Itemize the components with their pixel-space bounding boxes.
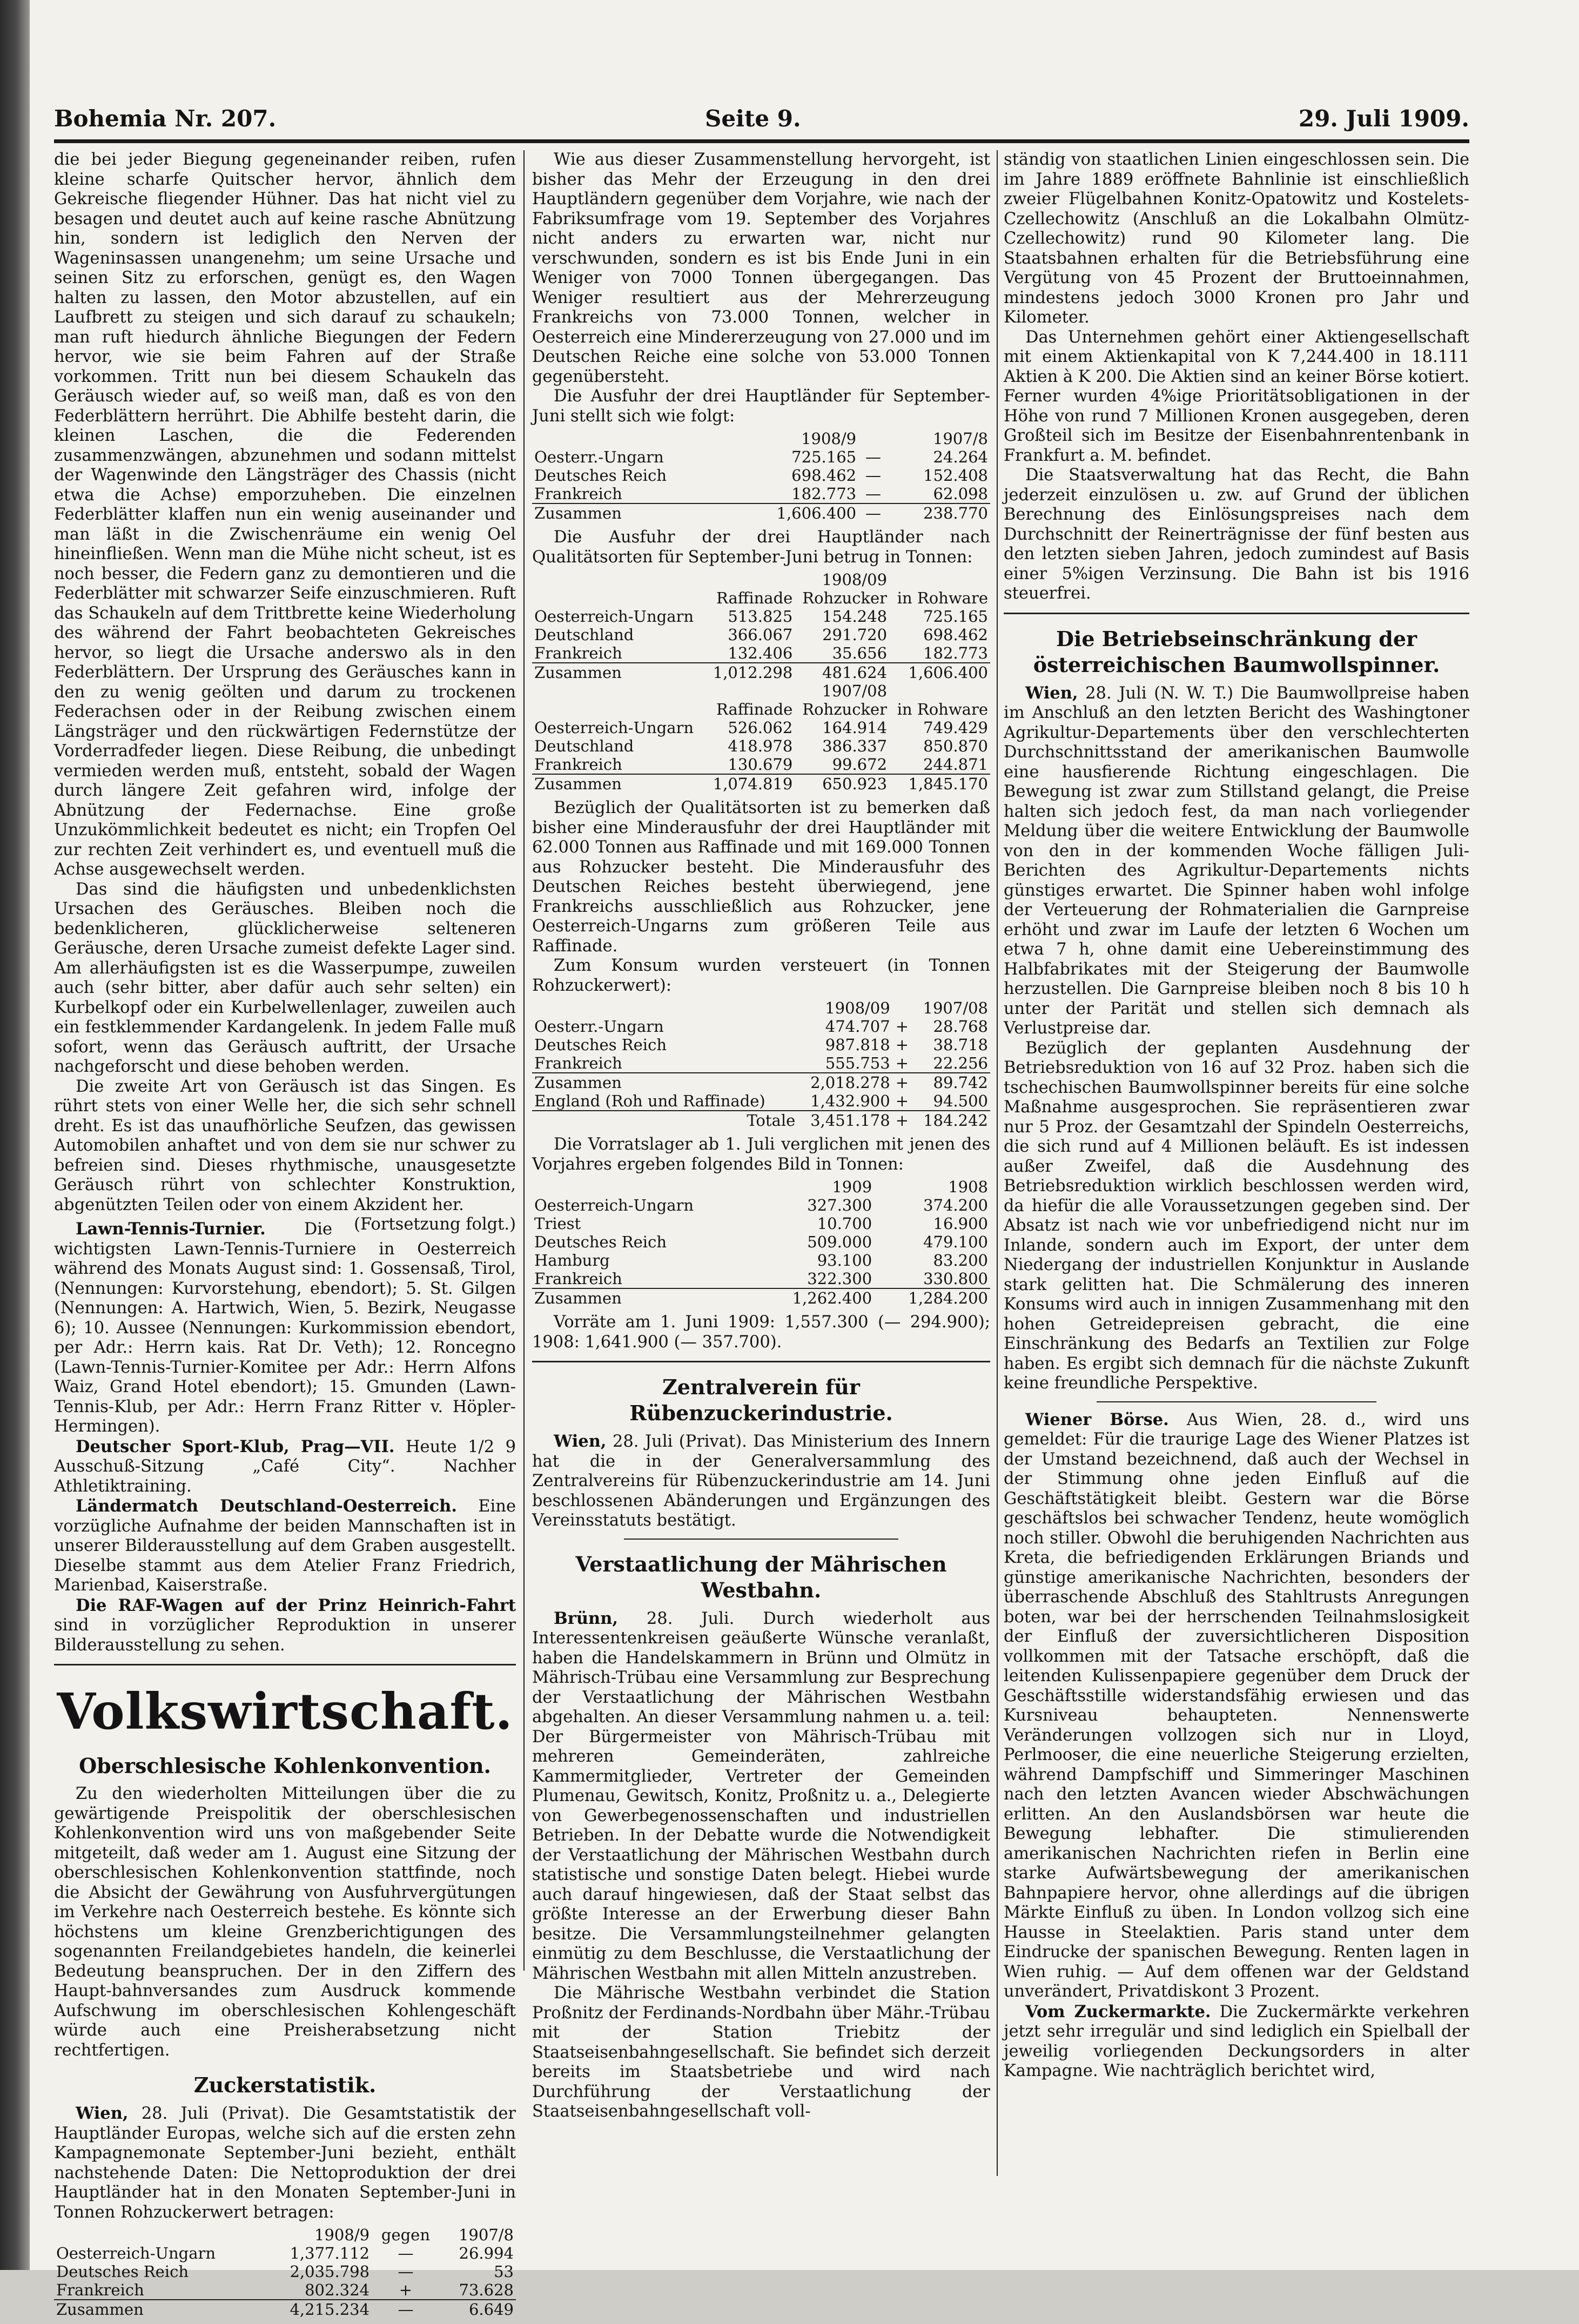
header-masthead: Bohemia Nr. 207.	[54, 105, 277, 132]
table-row-total: Totale 3,451.178 + 184.242	[532, 1111, 990, 1130]
paragraph: Das Unternehmen gehört einer Aktiengesellschaft mit einem Aktienkapital von K 7,244.400 in 18.111 Aktien à K 200. Die Aktien sind an keiner Börse kotiert. Ferner wurden 4%ige Prioritätsobligationen in der Höhe von rund 7 Millionen Kronen ausgegeben, deren Großteil sich im Besitze der Eisenbahnrentenbank in Frankfurt a. M. befindet.	[1004, 327, 1469, 465]
table-row: Deutsches Reich 698.462 — 152.408	[534, 466, 988, 485]
table-row: Hamburg 93.100 83.200	[534, 1251, 988, 1270]
table-row: Frankreich 182.773 — 62.098	[534, 485, 988, 503]
table-netto-produktion: 1908/9 gegen 1907/8 Oesterreich-Ungarn 1,377.112 — 26.994 Deutsches Reich 2,035.798 — 53 Frankreich 802.324 + 73.628 Zusammen 4,215.234 — 6.649	[54, 2226, 516, 2319]
paragraph: Die Vorratslager ab 1. Juli verglichen mit jenen des Vorjahres ergeben folgendes Bild in Tonnen:	[532, 1135, 990, 1174]
table-row-total: Zusammen 1,262.400 1,284.200	[532, 1288, 990, 1307]
paragraph: Bezüglich der geplanten Ausdehnung der Betriebsreduktion von 16 auf 32 Proz. haben sich die tschechischen Baumwollspinner bereits für eine solche Maßnahme ausgesprochen. Sie repräsentieren zwar nur 5 Proz. der Gesamtzahl der Spindeln Oesterreichs, die sich rund auf 4 Millionen beläuft. Es ist indessen außer Zweifel, daß die Ausdehnung des Betriebsreduktion wirklich beschlossen werden wird, da hiefür die alle Voraussetzungen gegeben sind. Der Absatz ist nach wie vor unbefriedigend nicht nur im Inlande, sondern auch im Export, der unter dem Niedergang der industriellen Konjunktur in Auslande stark gelitten hat. Die Schmälerung des inneren Konsums wird auch in innigen Zusammenhang mit den hohen Getreidepreisen gebracht, die eine Einschränkung des Bedarfs an Textilien zur Folge haben. Es ergibt sich demnach für die nächste Zukunft keine freundliche Perspektive.	[1004, 1038, 1469, 1393]
table-row: Frankreich 130.679 99.672 244.871	[534, 755, 988, 774]
table-row: Frankreich 555.753 + 22.256	[534, 1054, 988, 1072]
article-title-zucker: Zuckerstatistik.	[193, 2073, 377, 2097]
paragraph-zuckermarkt: Vom Zuckermarkte. Die Zuckermärkte verkehren jetzt sehr irregulär und sind lediglich ein Spielball der jeweilig vorliegenden Deckungsorders in alter Kampagne. Wie nachträglich berichtet wird,	[1004, 2001, 1469, 2080]
paragraph: Die Ausfuhr der drei Hauptländer für September-Juni stellt sich wie folgt:	[532, 387, 990, 426]
separator	[624, 1539, 899, 1540]
paragraph: Zu den wiederholten Mitteilungen über die zu gewärtigende Preispolitik der oberschlesischen Kohlenkonvention wird uns von maßgebender Seite mitgeteilt, daß weder am 1. August eine Sitzung der oberschlesischen Kohlenkonvention stattfinde, noch die Absicht der Gewährung von Ausfuhrvergütungen im Verkehre nach Oesterreich bestehe. Es könnte sich höchstens um kleine Grenzberichtigungen des sogenannten Freilandgebietes handeln, die keinerlei Bedeutung beanspruchen. Der in den Ziffern des Haupt-bahnversandes zum Ausdruck kommende Aufschwung im oberschlesischen Kohlengeschäft würde auch eine Preisherabsetzung nicht rechtfertigen.	[54, 1784, 516, 2060]
article-title-zentralverein: Zentralverein für Rübenzuckerindustrie.	[629, 1375, 893, 1425]
table-row: Frankreich 132.406 35.656 182.773	[534, 644, 988, 662]
paragraph: Die Mährische Westbahn verbindet die Station Proßnitz der Ferdinands-Nordbahn über Mähr.-Trübau mit der Station Triebitz der Staatseisenbahngesellschaft. Sie befindet sich derzeit bereits im Staatsbetriebe und wird nach Durchführung der Verstaatlichung der Staatseisenbahngesellschaft voll-	[532, 1984, 990, 2121]
paragraph: Das sind die häufigsten und unbedenklichsten Ursachen des Geräusches. Bleiben noch die bedenklicheren, glücklicherweise selteneren Geräusche, deren Ursache zumeist defekte Lager sind. Am allerhäufigsten ist es die Wasserpumpe, zuweilen auch (sehr bitter, aber dafür auch sehr selten) ein Kurbelkopf oder ein Kurbelwellenlager, zuweilen auch ein festklemmender Kardangelenk. In jedem Falle muß sofort, wenn das Geräusch auftritt, der Ursache nachgeforscht und diese behoben werden.	[54, 879, 516, 1076]
table-konsum: 1908/09 1907/08 Oesterr.-Ungarn 474.707 + 28.768 Deutsches Reich 987.818 + 38.718 Frankreich 555.753 + 22.256 Zusammen 2,018.278 + 89.742 England (Roh und Raffinade) 1,432.900 + 94.500 Totale 3,451.178 + 184.242	[532, 999, 990, 1130]
section-title: Volkswirtschaft.	[57, 1682, 513, 1741]
header-rule	[54, 139, 1469, 143]
article-title-baumwolle: Die Betriebseinschränkung der österreichischen Baumwollspinner.	[1033, 626, 1440, 677]
paragraph-boerse: Wiener Börse. Aus Wien, 28. d., wird uns gemeldet: Für die traurige Lage des Wiener Platzes ist der Umstand bezeichnend, daß auch der Wechsel in der Stimmung ohne jeden Einfluß auf die Geschäftstätigkeit bleibt. Gestern war die Börse geschäftslos bei schwacher Tendenz, heute womöglich noch stiller. Obwohl die beruhigenden Nachrichten aus Kreta, die befriedigenden Erklärungen Briands und günstige amerikanische Nachrichten, besonders der überraschende Abschluß des Stahltrusts Anregungen boten, war bei der herrschenden Teilnahmslosigkeit der Einfluß der zuversichtlicheren Disposition vollkommen mit der Tatsache erschöpft, daß die leitenden Kulissenpapiere gegenüber dem Druck der Geschäftsstille widerstandsfähig erwiesen und das Kursniveau behaupteten. Nennenswerte Veränderungen vollzogen sich nur in Lloyd, Perlmooser, die eine neuerliche Steigerung erzielten, während Dampfschiff und Simmeringer Maschinen nach den letzten Avancen wieder Abschwächungen erlitten. An den Auslandsbörsen war heute die Bewegung lebhafter. Die stimulierenden amerikanischen Nachrichten riefen in Berlin eine starke Aufwärtsbewegung der amerikanischen Bahnpapiere hervor, ohne allerdings auf die übrigen Märkte Einfluß zu üben. In London vollzog sich eine Hausse in Steelaktien. Paris stand unter dem Eindrucke der spanischen Bewegung. Renten lagen in Wien ruhig. — Auf dem offenen war der Geldstand unverändert, Privatdiskont 3 Prozent.	[1004, 1409, 1469, 2001]
paragraph: ständig von staatlichen Linien eingeschlossen sein. Die im Jahre 1889 eröffnete Bahnlinie ist einschließlich zweier Flügelbahnen Konitz-Opatowitz und Kostelets-Czellechowitz (Anschluß an die Lokalbahn Olmütz-Czellechowitz) rund 90 Kilometer lang. Die Staatsbahnen erhalten für die Betriebsführung eine Vergütung von 45 Prozent der Bruttoeinnahmen, mindestens jedoch 3000 Kronen pro Jahr und Kilometer.	[1004, 150, 1469, 327]
sport-item-raf: Die RAF-Wagen auf der Prinz Heinrich-Fahrt sind in vorzüglicher Reproduktion in unserer Bilderausstellung zu sehen.	[54, 1595, 516, 1655]
paragraph: Die Ausfuhr der drei Hauptländer nach Qualitätsorten für September-Juni betrug in Tonnen:	[532, 528, 990, 567]
paragraph: Die zweite Art von Geräusch ist das Singen. Es rührt stets von einer Welle her, die sich sehr schnell dreht. Es ist das unaufhörliche Seufzen, das gewissen Automobilen anhaftet und von dem sie nur schwer zu befreien sind. Dieses rhythmische, unausgesetzte Geräusch rührt von schlechter Konstruktion, abgenützten Teilen oder von einem Akzident her. (Fortsetzung folgt.)	[54, 1077, 516, 1234]
table-row: Deutschland 366.067 291.720 698.462	[534, 626, 988, 644]
table-row: Triest 10.700 16.900	[534, 1214, 988, 1233]
table-row: Oesterreich-Ungarn 526.062 164.914 749.429	[534, 718, 988, 737]
table-row: Oesterreich-Ungarn 327.300 374.200	[534, 1196, 988, 1214]
column-divider-1	[523, 150, 525, 1971]
column-2	[532, 150, 990, 2122]
paragraph: Bezüglich der Qualitätsorten ist zu bemerken daß bisher eine Minderausfuhr der drei Hauptländer mit 62.000 Tonnen aus Raffinade und mit 169.000 Tonnen aus Rohzucker besteht. Die Minderausfuhr des Deutschen Reiches besteht überwiegend, jene Frankreichs ausschließlich aus Rohzucker, jene Oesterreich-Ungarns zum größeren Teile aus Raffinade.	[532, 798, 990, 956]
header-date: 29. Juli 1909.	[1298, 105, 1469, 132]
table-row-total: Zusammen 1,012.298 481.624 1,606.400	[532, 663, 990, 682]
paragraph: Die Staatsverwaltung hat das Recht, die Bahn jederzeit einzulösen u. zw. auf Grund der üblichen Berechnung des Einlösungspreises nach dem Durchschnitt der Reinerträgnisse der fünf besten aus den letzten sieben Jahren, jedoch zumindest auf Basis einer 5%igen Verzinsung. Die Bahn ist bis 1916 steuerfrei.	[1004, 466, 1469, 603]
table-row: Oesterr.-Ungarn 725.165 — 24.264	[534, 448, 988, 466]
sport-item-club: Deutscher Sport-Klub, Prag—VII. Heute 1/2 9 Ausschuß-Sitzung „Café City“. Nachher Athletiktraining.	[54, 1436, 516, 1496]
separator	[1097, 1401, 1376, 1402]
paragraph: Brünn, 28. Juli. Durch wiederholt aus Interessentenkreisen geäußerte Wünsche veranlaßt, haben die Handelskammern in Brünn und Olmütz in Mährisch-Trübau eine Versammlung zur Besprechung der Verstaatlichung der Mährischen Westbahn abgehalten. An dieser Versammlung nahmen u. a. teil: Der Bürgermeister von Mährisch-Trübau mit mehreren Gemeinderäten, zahlreiche Kammermitglieder, Vertreter der Gemeinden Plumenau, Gewitsch, Konitz, Proßnitz u. a., Delegierte von Gewerbegenossenschaften und industriellen Betrieben. In der Debatte wurde die Notwendigkeit der Verstaatlichung der Mährischen Westbahn durch statistische und sonstige Daten belegt. Hiebei wurde auch darauf hingewiesen, daß der Staat selbst das größte Interesse an der Erwerbung dieser Bahn besitze. Die Versammlungsteilnehmer gelangten einmütig zu dem Beschlusse, die Verstaatlichung der Mährischen Westbahn mit allen Mitteln anzustreben.	[532, 1608, 990, 1983]
column-divider-2	[997, 150, 998, 2176]
section-rule	[532, 1361, 990, 1362]
paragraph: Wien, 28. Juli (Privat). Die Gesamtstatistik der Hauptländer Europas, welche sich auf die ersten zehn Kampagnemonate September-Juni bezieht, enthält nachstehende Daten: Die Nettoproduktion der drei Hauptländer hat in den Monaten September-Juni in Tonnen Rohzuckerwert betragen:	[54, 2104, 516, 2222]
table-row: Deutsches Reich 509.000 479.100	[534, 1233, 988, 1251]
scan-edge	[0, 0, 30, 2270]
table-row: Deutschland 418.978 386.337 850.870	[534, 737, 988, 755]
table-qualitaetsorten: 1908/09 Raffinade Rohzucker in Rohware Oesterreich-Ungarn 513.825 154.248 725.165 Deutschland 366.067 291.720 698.462 Frankreich 132.406 35.656 182.773 Zusammen 1,012.298 481.624 1,606.400 1907/08 Raffinade Rohzucker in Rohware Oesterreich-Ungarn 526.062 164.914 749.429 Deutschland 418.978 386.337 850.870 Frankreich 130.679 99.672 244.871 Zusammen 1,074.819 650.923 1,845.170	[532, 570, 990, 793]
table-row: Deutsches Reich 987.818 + 38.718	[534, 1036, 988, 1054]
table-row-total: Zusammen 2,018.278 + 89.742	[532, 1073, 990, 1092]
column-3	[1004, 150, 1469, 2081]
table-row: Oesterr.-Ungarn 474.707 + 28.768	[534, 1017, 988, 1036]
continuation-note: (Fortsetzung folgt.)	[354, 1215, 516, 1234]
table-row: England (Roh und Raffinade) 1,432.900 + 94.500	[534, 1092, 988, 1110]
paragraph: Wien, 28. Juli (Privat). Das Ministerium des Innern hat die in der Generalversammlung des Zentralvereins für Rübenzuckerindustrie am 14. Juni beschlossenen Abänderungen und Ergänzungen des Vereinsstatuts bestätigt.	[532, 1432, 990, 1530]
header-page-number: Seite 9.	[705, 105, 801, 132]
paragraph: Vorräte am 1. Juni 1909: 1,557.300 (— 294.900); 1908: 1,641.900 (— 357.700).	[532, 1313, 990, 1352]
paragraph: die bei jeder Biegung gegeneinander reiben, rufen kleine scharfe Quitscher hervor, ähnlich dem Gekreische fliegender Hühner. Das hat nicht viel zu besagen und deutet auch auf keine rasche Abnützung hin, sondern ist lediglich den Nerven der Wageninsassen unangenehm; um seine Ursache und seinen Sitz zu erforschen, genügt es, den Wagen halten zu lassen, den Motor abzustellen, auf ein Laufbrett zu steigen und sich darauf zu schaukeln; man ruft hiedurch ähnliche Biegungen der Federn hervor, wie sie beim Fahren auf der Straße vorkommen. Tritt nun bei diesem Schaukeln das Geräusch wieder auf, so weiß man, daß es von den Federblättern herrührt. Die Abhilfe besteht darin, die kleinen Laschen, die die Federenden zusammenzwängen, abzunehmen und sodann mittelst der Wagenwinde den Längsträger des Chassis (nicht etwa die Achse) emporzuheben. Die einzelnen Federblätter klaffen nun ein wenig auseinander und man läßt in die Zwischenräume ein wenig Oel hineinfließen. Wenn man die Mühe nicht scheut, ist es noch besser, die Federn ganz zu demontieren und die Federblätter mit schwarzer Seife einzuschmieren. Ruft das Schaukeln auf dem Trittbrette keine Wiederholung des während der Fahrt beobachteten Gekreisches hervor, so liegt die Ursache anderswo als in den Federblättern. Der Ursprung des Geräusches kann in den zu wenig geölten und darum zu trockenen Federachsen oder in der Reibung zwischen einem Längsträger und den rückwärtigen Federnstütze der Vorderradfeder liegen. Diese Reibung, die unbedingt vermieden werden muß, entsteht, sobald der Wagen durch längere Zeit gefahren wird, infolge der Abnützung der Federnachse. Eine große Unzukömmlichkeit bedeutet es nicht; ein Tropfen Oel zur rechten Zeit verhindert es, und eventuell muß die Achse ausgewechselt werden.	[54, 150, 516, 879]
column-1	[54, 150, 516, 2324]
table-row-total: Zusammen 1,074.819 650.923 1,845.170	[532, 774, 990, 793]
section-rule	[1004, 613, 1469, 614]
table-row: Frankreich 802.324 + 73.628	[56, 2281, 514, 2299]
table-row: Oesterreich-Ungarn 1,377.112 — 26.994	[56, 2244, 514, 2262]
page-header	[54, 105, 1469, 138]
article-title-kohle: Oberschlesische Kohlenkonvention.	[79, 1754, 491, 1778]
table-ausfuhr: 1908/9 1907/8 Oesterr.-Ungarn 725.165 — 24.264 Deutsches Reich 698.462 — 152.408 Frankreich 182.773 — 62.098 Zusammen 1,606.400 — 238.770	[532, 429, 990, 522]
table-row: Deutsches Reich 2,035.798 — 53	[56, 2262, 514, 2281]
table-row: Frankreich 322.300 330.800	[534, 1270, 988, 1288]
table-row: Oesterreich-Ungarn 513.825 154.248 725.165	[534, 607, 988, 626]
section-rule	[54, 1664, 516, 1665]
table-vorratslager: 1909 1908 Oesterreich-Ungarn 327.300 374.200 Triest 10.700 16.900 Deutsches Reich 509.000 479.100 Hamburg 93.100 83.200 Frankreich 322.300 330.800 Zusammen 1,262.400 1,284.200	[532, 1178, 990, 1307]
paragraph: Wien, 28. Juli (N. W. T.) Die Baumwollpreise haben im Anschluß an den letzten Bericht des Washingtoner Agrikultur-Departements über den verschlechterten Durchschnittsstand der amerikanischen Baumwolle eine hausfierende Richtung eingeschlagen. Die Bewegung ist zwar zum Stillstand gelangt, die Preise halten sich jedoch fest, da man nach vorliegender Meldung über die weitere Entwicklung der Baumwolle von den in der kommenden Woche fälligen Juli-Berichten des Agrikultur-Departements nichts günstiges erwartet. Die Spinner haben wohl infolge der Verteuerung der Rohmaterialien die Garnpreise erhöht und zwar im Laufe der letzten 6 Wochen um etwa 7 h, ohne damit eine Uebereinstimmung des Halbfabrikates mit der Steigerung der Baumwolle herzustellen. Die Garnpreise bleiben noch 8 bis 10 h unter der Parität und stellen sich demnach als Verlustpreise dar.	[1004, 683, 1469, 1038]
paragraph: Zum Konsum wurden versteuert (in Tonnen Rohzuckerwert):	[532, 956, 990, 995]
table-row-total: Zusammen 4,215.234 — 6.649	[54, 2300, 516, 2319]
paragraph: Wie aus dieser Zusammenstellung hervorgeht, ist bisher das Mehr der Erzeugung in den drei Hauptländern gegenüber dem Vorjahre, wie nach der Fabriksumfrage vom 19. September des Vorjahres nicht anders zu erwarten war, nicht nur verschwunden, sondern es ist bis Ende Juni in ein Weniger von 7000 Tonnen übergegangen. Das Weniger resultiert aus der Mehrerzeugung Frankreichs von 73.000 Tonnen, welcher in Oesterreich eine Mindererzeugung von 27.000 und im Deutschen Reiche eine solche von 53.000 Tonnen gegenübersteht.	[532, 150, 990, 386]
sport-item-tennis: Lawn-Tennis-Turnier. Die wichtigsten Lawn-Tennis-Turniere in Oesterreich während des Monats August sind: 1. Gossensaß, Tirol, (Nennungen: Kurvorstehung, ebendort); 5. St. Gilgen (Nennungen: A. Hartwich, Wien, 5. Bezirk, Neugasse 6); 10. Aussee (Nennungen: Kurkommission ebendort, per Adr.: Herrn kais. Rat Dr. Veth); 12. Roncegno (Lawn-Tennis-Turnier-Komitee per Adr.: Herrn Alfons Waiz, Grand Hotel ebendort); 15. Gmunden (Lawn-Tennis-Klub, per Adr.: Herrn Franz Ritter v. Höpler-Hermingen).	[54, 1219, 516, 1436]
article-title-westbahn: Verstaatlichung der Mährischen Westbahn.	[575, 1551, 947, 1602]
sport-item-match: Ländermatch Deutschland-Oesterreich. Eine vorzügliche Aufnahme der beiden Mannschaften ist in unserer Bilderausstellung auf dem Graben ausgestellt. Dieselbe stammt aus dem Atelier Franz Friedrich, Marienbad, Kaiserstraße.	[54, 1496, 516, 1595]
table-row-total: Zusammen 1,606.400 — 238.770	[532, 503, 990, 522]
